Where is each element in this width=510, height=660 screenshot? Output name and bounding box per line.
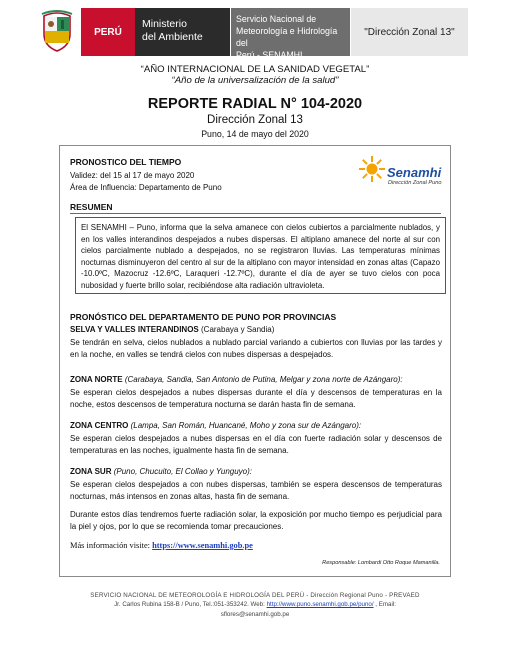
senamhi-logo-sub: Dirección Zonal Puno: [388, 180, 442, 186]
senamhi-logo-text: Senamhi: [387, 165, 442, 180]
ministerio-line-2: del Ambiente: [142, 31, 203, 43]
validez-text: Validez: del 15 al 17 de mayo 2020: [70, 171, 195, 180]
selva-heading: [70, 325, 274, 334]
year-name-line-1: “AÑO INTERNACIONAL DE LA SANIDAD VEGETAL”: [140, 64, 370, 75]
zona-centro-text: Se esperan cielos despejados a nubes dispersas en el día con fuerte radiación solar y descensos de temperaturas en las noches, igualmente hasta fin de semana.: [70, 434, 442, 455]
senamhi-website-link[interactable]: https://www.senamhi.gob.pe: [152, 541, 253, 550]
mas-informacion: [70, 541, 253, 550]
senamhi-line-1: Servicio Nacional de: [236, 14, 317, 24]
senamhi-sun-icon: [358, 155, 386, 183]
resumen-divider: [70, 213, 441, 214]
ministerio-label: [135, 8, 230, 56]
year-name-line-2: “Año de la universalización de la salud”: [171, 75, 339, 86]
mas-info-label: Más información visite:: [70, 541, 153, 550]
senamhi-line-3: Perú - SENAMHI: [236, 50, 303, 60]
report-title: REPORTE RADIAL N° 104-2020: [147, 96, 363, 112]
footer-line-2: [0, 601, 510, 608]
footer-web-link[interactable]: http://www.puno.senamhi.gob.pe/puno/: [266, 601, 374, 608]
footer-line-1: SERVICIO NACIONAL DE METEOROLOGÍA E HIDROLOGÍA DEL PERÚ - Dirección Regional Puno - PREVAED: [90, 592, 420, 599]
zona-sur-text: Se esperan cielos despejados a con nubes dispersas, también se espera descensos de temperaturas nocturnas, más intensos en zonas altas, hasta fin de semana.: [70, 480, 442, 501]
recomendacion-text: Durante estos días tendremos fuerte radiación solar, la exposición por mucho tiempo es perjudicial para la piel y ojos, por lo que se recomienda tomar precauciones.: [70, 510, 442, 531]
report-dateline: Puno, 14 de mayo del 2020: [201, 129, 309, 139]
selva-text: Se tendrán en selva, cielos nublados a nublado parcial variando a cubiertos con lluvias por las tardes y en la noche, en valles se tendrá cielos con nubes dispersas a despejados.: [70, 338, 442, 359]
zona-centro-region: (Lampa, San Román, Huancané, Moho y zona sur de Azángaro):: [130, 421, 362, 430]
direccion-zonal-label: "Dirección Zonal 13": [351, 8, 468, 56]
resumen-heading: RESUMEN: [70, 202, 113, 212]
resumen-box: [75, 217, 446, 294]
zona-norte-region: (Carabaya, Sandia, San Antonio de Putina, Melgar y zona norte de Azángaro):: [124, 375, 403, 384]
report-subtitle: Dirección Zonal 13: [207, 114, 303, 126]
zona-centro-heading: [70, 421, 442, 430]
zona-norte-text: Se esperan cielos despejados a nubes dispersas durante el día y descensos de temperaturas en la noche, estos descensos de temperatura nocturna se darán hasta fin de semana.: [70, 388, 442, 409]
senamhi-line-2: Meteorología e Hidrología del: [236, 26, 338, 48]
pronostico-title: PRONOSTICO DEL TIEMPO: [70, 157, 182, 167]
area-text: Área de Influencia: Departamento de Puno: [70, 183, 222, 192]
footer-address: Jr. Carlos Rubina 158-B / Puno, Tel.:051-353242. Web:: [114, 601, 267, 608]
ministerio-line-1: Ministerio: [142, 18, 187, 30]
senamhi-label: [231, 8, 350, 60]
zona-norte-heading: [70, 375, 442, 384]
zona-sur-heading: [70, 467, 442, 476]
departamento-title: PRONÓSTICO DEL DEPARTAMENTO DE PUNO POR PROVINCIAS: [70, 312, 337, 322]
zona-sur-name: ZONA SUR: [70, 467, 112, 476]
selva-name: SELVA Y VALLES INTERANDINOS: [70, 325, 199, 334]
zona-centro-name: ZONA CENTRO: [70, 421, 129, 430]
zona-sur-region: (Puno, Chucuito, El Collao y Yunguyo):: [113, 467, 253, 476]
responsable-text: Responsable: Lombardi Otto Roque Mamanilla.: [322, 560, 440, 566]
zona-norte-name: ZONA NORTE: [70, 375, 123, 384]
resumen-text: El SENAMHI – Puno, informa que la selva amanece con cielos cubiertos a parcialmente nublados, y en los valles interandinos despejados a nubes dispersas. El altiplano amanece del norte al sur con cielos parcialmente nublado a despejados, no se registraron lluvias. Las temperaturas mínimas nocturnas disminuyeron del centro al sur de la altiplano con mayor intensidad en zonas altas (Capazo -10.0ºC, Mazocruz -12.6ºC, Laraqueri -12.7ºC), durante el día de ayer se tuvo cielos con poca nubosidad y fuerte brillo solar, recibiéndose alta radiación ultravioleta.: [81, 223, 440, 290]
footer-email: sflores@senamhi.gob.pe: [220, 611, 290, 618]
selva-region: (Carabaya y Sandia): [201, 325, 275, 334]
peru-label: PERÚ: [81, 8, 135, 56]
footer-email-label: , Email:: [373, 601, 396, 608]
peru-coat-of-arms-icon: [40, 10, 74, 52]
